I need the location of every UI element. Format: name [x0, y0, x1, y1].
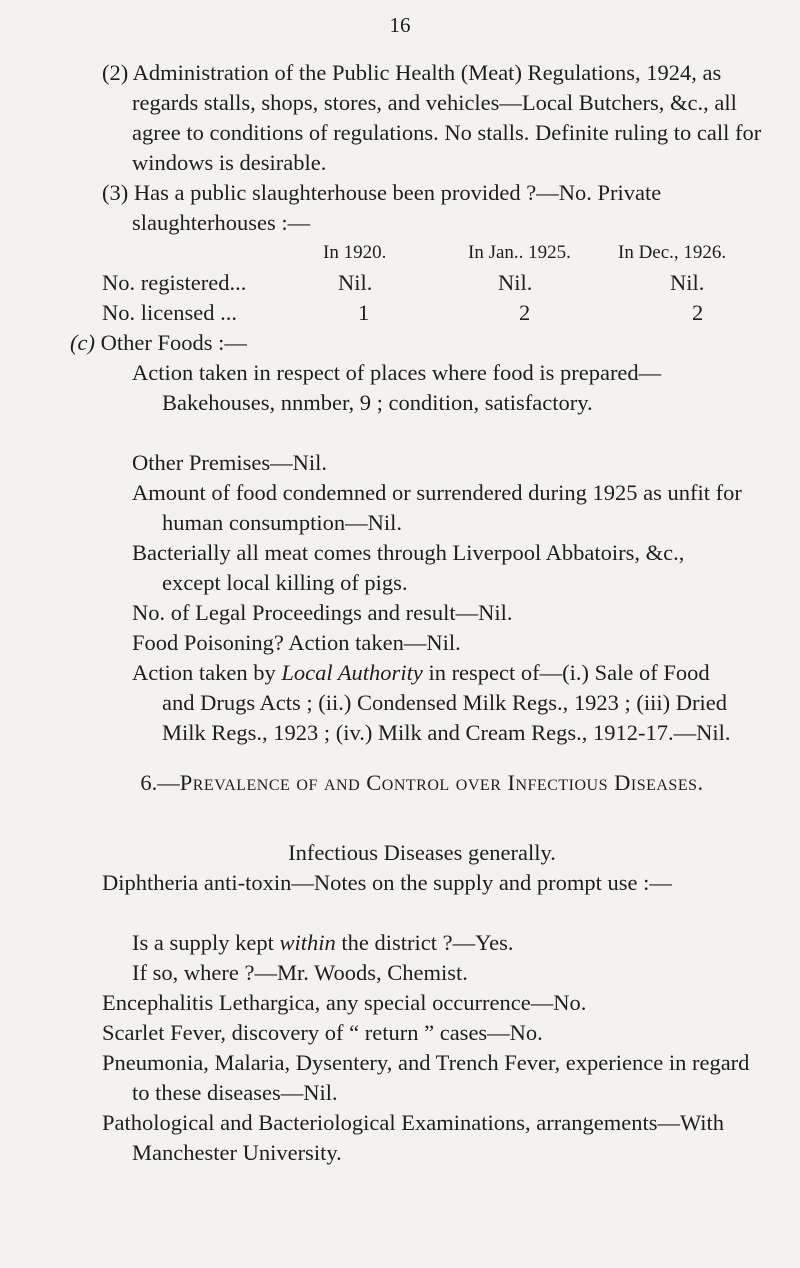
- food-action: Action taken in respect of places where food is prepared—Bakehouses, nnmber, 9 ; condition, satisfactory.: [132, 360, 662, 415]
- local-authority-action: [132, 658, 742, 748]
- section-c-label: (c): [70, 330, 95, 355]
- pathological: Pathological and Bacteriological Examinations, arrangements—With Manchester University.: [102, 1110, 725, 1165]
- section-c-title: Other Foods :—: [100, 330, 247, 355]
- paragraph-2-text: Administration of the Public Health (Meat) Regulations, 1924, as regards stalls, shops, stores, and vehicles—Local Butchers, &c., all agree to conditions of regulations. No stalls. Definite ruling to call for windows is desirable.: [132, 60, 762, 175]
- table-cell: 2: [519, 300, 531, 325]
- table-cell: Nil.: [670, 270, 705, 295]
- bacterially-meat: Bacterially all meat comes through Liverpool Abbatoirs, &c., except local killing of pigs.: [132, 540, 685, 595]
- supply-kept: [132, 928, 742, 958]
- table-cell: Nil.: [498, 270, 533, 295]
- section-c-heading: [70, 328, 742, 358]
- pneumonia: Pneumonia, Malaria, Dysentery, and Trench Fever, experience in regard to these diseases—Nil.: [102, 1050, 750, 1105]
- supply-kept-pre: Is a supply kept: [132, 930, 280, 955]
- paragraph-2-number: (2): [102, 60, 129, 85]
- section-6-number: 6.—: [140, 770, 180, 795]
- table-row-label: No. licensed ...: [102, 300, 237, 325]
- infectious-subheading: Infectious Diseases generally.: [288, 840, 556, 865]
- table-cell: Nil.: [338, 270, 373, 295]
- table-header-1925: In Jan.. 1925.: [468, 242, 571, 263]
- table-cell: 2: [692, 300, 704, 325]
- table-header-1920: In 1920.: [323, 242, 387, 263]
- paragraph-3-number: (3): [102, 180, 129, 205]
- if-so-where: If so, where ?—Mr. Woods, Chemist.: [132, 960, 468, 985]
- food-poisoning: Food Poisoning? Action taken—Nil.: [132, 630, 461, 655]
- paragraph-3-text: Has a public slaughterhouse been provided ?—No. Private slaughterhouses :—: [132, 180, 662, 235]
- encephalitis: Encephalitis Lethargica, any special occurrence—No.: [102, 990, 587, 1015]
- paragraph-3: [102, 178, 772, 238]
- legal-proceedings: No. of Legal Proceedings and result—Nil.: [132, 600, 513, 625]
- paragraph-2: [102, 58, 772, 178]
- local-authority-post: in respect of—(i.) Sale of Food and Drugs Acts ; (ii.) Condensed Milk Regs., 1923 ; (iii) Dried Milk Regs., 1923 ; (iv.) Milk and Cream Regs., 1912-17.—Nil.: [162, 660, 731, 745]
- food-condemned: Amount of food condemned or surrendered during 1925 as unfit for human consumption—Nil.: [132, 480, 742, 535]
- section-6-heading: [102, 768, 742, 798]
- local-authority-pre: Action taken by: [132, 660, 282, 685]
- scarlet-fever: Scarlet Fever, discovery of “ return ” cases—No.: [102, 1020, 543, 1045]
- local-authority-italic: Local Authority: [281, 660, 423, 685]
- table-row-label: No. registered...: [102, 270, 247, 295]
- page-number: 16: [389, 13, 411, 37]
- table-header-1926: In Dec., 1926.: [618, 242, 727, 263]
- supply-kept-post: the district ?—Yes.: [335, 930, 514, 955]
- supply-kept-italic: within: [279, 930, 336, 955]
- section-6-title: Prevalence of and Control over Infectious Diseases.: [179, 770, 704, 795]
- other-premises: Other Premises—Nil.: [132, 450, 327, 475]
- diphtheria: Diphtheria anti-toxin—Notes on the supply and prompt use :—: [102, 870, 672, 895]
- table-cell: 1: [358, 300, 370, 325]
